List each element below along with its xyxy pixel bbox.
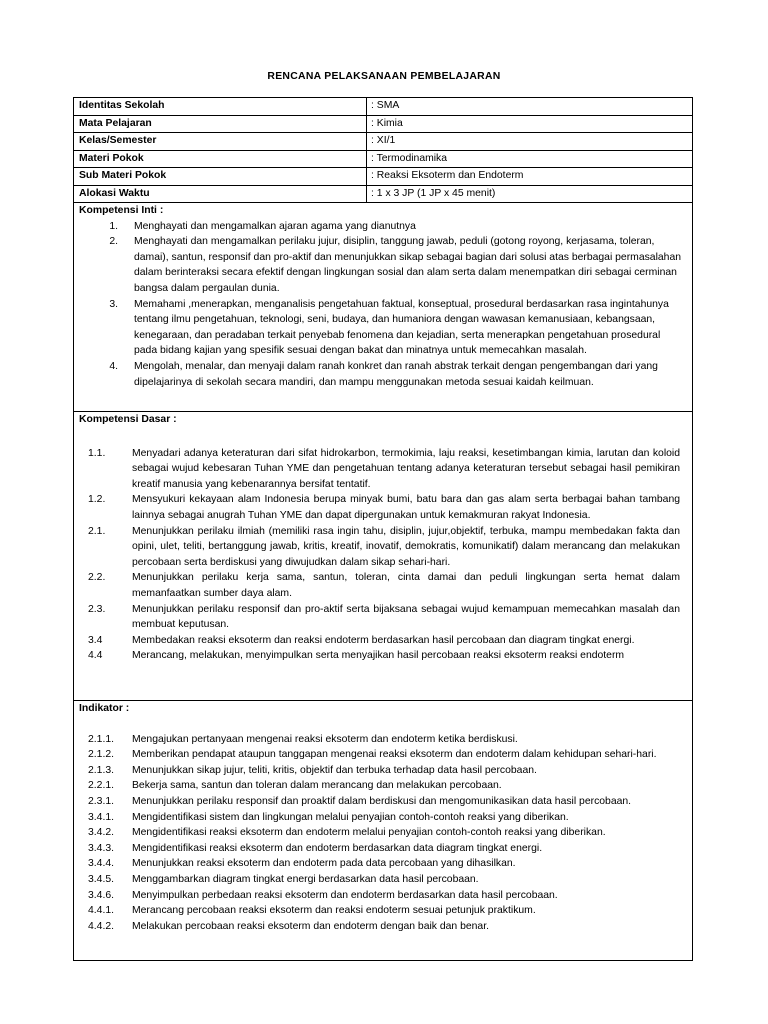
item-number: 1.1. [88, 447, 106, 459]
list-item [74, 492, 692, 523]
item-number: 4. [109, 360, 118, 372]
list-item [74, 297, 692, 359]
identity-label: Materi Pokok [74, 151, 367, 168]
list-item [74, 856, 692, 872]
item-text: Menghayati dan mengamalkan perilaku jujur, disiplin, tanggung jawab, peduli (gotong royong, kerjasama, toleran, damai), santun, responsif dan pro-aktif dan menunjukkan sikap sebagai bagian dari solusi atas berbagai permasalahan dalam berinteraksi secara efektif dengan lingkungan sosial dan alam serta dalam menempatkan diri sebagai cerminan bangsa dalam pergaulan dunia. [134, 236, 682, 294]
identity-value: : Termodinamika [371, 152, 448, 164]
item-number: 3.4.4. [88, 858, 114, 870]
list-item [74, 219, 692, 235]
list-item [74, 810, 692, 826]
item-text: Bekerja sama, santun dan toleran dalam merancang dan melakukan percobaan. [132, 780, 502, 792]
item-number: 2.2.1. [88, 780, 114, 792]
item-number: 3.4.2. [88, 827, 114, 839]
identity-value: : Reaksi Eksoterm dan Endoterm [371, 170, 524, 181]
item-text: Menunjukkan perilaku responsif dan pro-aktif serta bijaksana sebagai wujud kemampuan memecahkan masalah dan membuat keputusan. [132, 603, 680, 631]
list-item [74, 633, 692, 649]
page-title: RENCANA PELAKSANAAN PEMBELAJARAN [267, 71, 501, 82]
item-text: Merancang percobaan reaksi eksoterm dan reaksi endoterm sesuai petunjuk praktikum. [132, 905, 536, 917]
item-text: Mengidentifikasi sistem dan lingkungan melalui penyajian contoh-contoh reaksi yang diberikan. [132, 811, 569, 823]
kompetensi-dasar-list [74, 446, 692, 664]
list-item [74, 234, 692, 296]
identity-value: : SMA [371, 100, 400, 111]
item-text: Menunjukkan perilaku ilmiah (memiliki rasa ingin tahu, disiplin, jujur,objektif, terbuka, mampu membedakan fakta dan opini, ulet, teliti, bertanggung jawab, kritis, kreatif, inovatif, demokratis, komunikatif) dalam merancang dan melakukan percobaan serta berdiskusi yang diwujudkan dalam sikap sehari-hari. [132, 525, 680, 568]
kompetensi-inti-list [74, 219, 692, 391]
identity-row-school [74, 98, 692, 116]
item-text: Menunjukkan sikap jujur, teliti, kritis, objektif dan terbuka terhadap data hasil percobaan. [132, 764, 537, 776]
item-number: 3.4 [88, 634, 103, 646]
identity-label: Mata Pelajaran [74, 116, 367, 133]
list-item [74, 825, 692, 841]
item-text: Menyadari adanya keteraturan dari sifat hidrokarbon, termokimia, laju reaksi, kesetimbangan kimia, larutan dan koloid sebagai wujud kebesaran Tuhan YME dan pengetahuan tentang adanya keteraturan tersebut sebagai hasil pemikiran kreatif manusia yang kebenarannya bersifat tentatif. [132, 447, 680, 490]
section-heading: Kompetensi Inti : [79, 205, 164, 216]
list-item [74, 602, 692, 633]
item-text: Membedakan reaksi eksoterm dan reaksi endoterm berdasarkan hasil percobaan dan diagram tingkat energi. [132, 634, 635, 646]
item-text: Mengidentifikasi reaksi eksoterm dan endoterm melalui penyajian contoh-contoh reaksi yang diberikan. [132, 827, 606, 839]
list-item [74, 747, 692, 763]
kompetensi-dasar-section [74, 412, 692, 701]
identity-label: Identitas Sekolah [74, 98, 367, 115]
identity-row-topic [74, 151, 692, 169]
item-text: Menunjukkan reaksi eksoterm dan endoterm pada data percobaan yang dihasilkan. [132, 858, 516, 870]
item-text: Melakukan percobaan reaksi eksoterm dan endoterm dengan baik dan benar. [132, 920, 489, 932]
list-item [74, 903, 692, 919]
item-number: 2.1.1. [88, 733, 114, 745]
list-item [74, 648, 692, 664]
list-item [74, 763, 692, 779]
item-number: 2.3. [88, 603, 106, 615]
item-number: 2.1. [88, 525, 106, 537]
item-number: 1.2. [88, 494, 106, 506]
item-text: Merancang, melakukan, menyimpulkan serta menyajikan hasil percobaan reaksi eksoterm reaksi endoterm [132, 650, 625, 662]
item-number: 4.4.1. [88, 905, 114, 917]
item-number: 3.4.6. [88, 889, 114, 901]
identity-value: : XI/1 [371, 135, 396, 146]
identity-row-subtopic [74, 168, 692, 186]
lesson-plan-table [73, 97, 693, 961]
item-text: Memberikan pendapat ataupun tanggapan mengenai reaksi eksoterm dan endoterm dalam kehidupan sehari-hari. [132, 749, 657, 761]
item-text: Memahami ,menerapkan, menganalisis pengetahuan faktual, konseptual, prosedural berdasarkan rasa ingintahunya tentang ilmu pengetahuan, teknologi, seni, budaya, dan humaniora dengan wawasan kemanusiaan, kebangsaan, kenegaraan, dan peradaban terkait penyebab fenomena dan kejadian, serta menerapkan pengetahuan prosedural pada bidang kajian yang spesifik sesuai dengan bakat dan minatnya untuk memecahkan masalah. [134, 298, 669, 357]
identity-row-time [74, 186, 692, 204]
identity-label: Sub Materi Pokok [74, 168, 367, 185]
item-text: Mengidentifikasi reaksi eksoterm dan endoterm berdasarkan data diagram tingkat energi. [132, 842, 543, 854]
list-item [74, 872, 692, 888]
indikator-list [74, 732, 692, 935]
item-text: Menunjukkan perilaku responsif dan proaktif dalam berdiskusi dan mengomunikasikan data hasil percobaan. [132, 795, 632, 807]
item-number: 3.4.3. [88, 842, 114, 854]
list-item [74, 446, 692, 493]
identity-label: Kelas/Semester [74, 133, 367, 150]
identity-row-subject [74, 116, 692, 134]
item-number: 2.3.1. [88, 795, 114, 807]
list-item [74, 841, 692, 857]
identity-value: : 1 x 3 JP (1 JP x 45 menit) [371, 187, 496, 199]
list-item [74, 570, 692, 601]
section-heading: Indikator : [79, 703, 130, 714]
list-item [74, 794, 692, 810]
item-text: Menyimpulkan perbedaan reaksi eksoterm dan endoterm berdasarkan data hasil percobaan. [132, 889, 558, 901]
list-item [74, 778, 692, 794]
list-item [74, 919, 692, 935]
item-text: Mengajukan pertanyaan mengenai reaksi eksoterm dan endoterm ketika berdiskusi. [132, 733, 518, 745]
indikator-section [74, 701, 692, 960]
item-text: Menghayati dan mengamalkan ajaran agama yang dianutnya [134, 220, 416, 232]
item-text: Mengolah, menalar, dan menyaji dalam ranah konkret dan ranah abstrak terkait dengan pengembangan dari yang dipelajarinya di sekolah secara mandiri, dan mampu menggunakan metoda sesuai kaidah keilmuan. [134, 360, 658, 388]
item-text: Menunjukkan perilaku kerja sama, santun, toleran, cinta damai dan peduli lingkungan serta hemat dalam memanfaatkan sumber daya alam. [132, 572, 680, 599]
item-number: 3.4.5. [88, 873, 114, 885]
identity-label: Alokasi Waktu [74, 186, 367, 203]
item-number: 4.4 [88, 650, 103, 662]
list-item [74, 524, 692, 571]
item-number: 2. [109, 236, 118, 248]
list-item [74, 732, 692, 748]
item-number: 4.4.2. [88, 920, 114, 932]
list-item [74, 888, 692, 904]
item-number: 1. [109, 220, 118, 232]
item-number: 2.2. [88, 572, 106, 584]
item-text: Menggambarkan diagram tingkat energi berdasarkan data hasil percobaan. [132, 873, 479, 885]
section-heading: Kompetensi Dasar : [79, 414, 177, 425]
item-number: 3.4.1. [88, 811, 114, 823]
item-text: Mensyukuri kekayaan alam Indonesia berupa minyak bumi, batu bara dan gas alam serta berbagai bahan tambang lainnya sebagai anugrah Tuhan YME dan dapat dipergunakan untuk kemakmuran rakyat Indonesia. [132, 494, 680, 521]
kompetensi-inti-section [74, 203, 692, 412]
item-number: 2.1.3. [88, 764, 114, 776]
item-number: 3. [109, 298, 118, 310]
identity-row-class [74, 133, 692, 151]
identity-value: : Kimia [371, 117, 403, 129]
list-item [74, 359, 692, 390]
item-number: 2.1.2. [88, 749, 114, 761]
